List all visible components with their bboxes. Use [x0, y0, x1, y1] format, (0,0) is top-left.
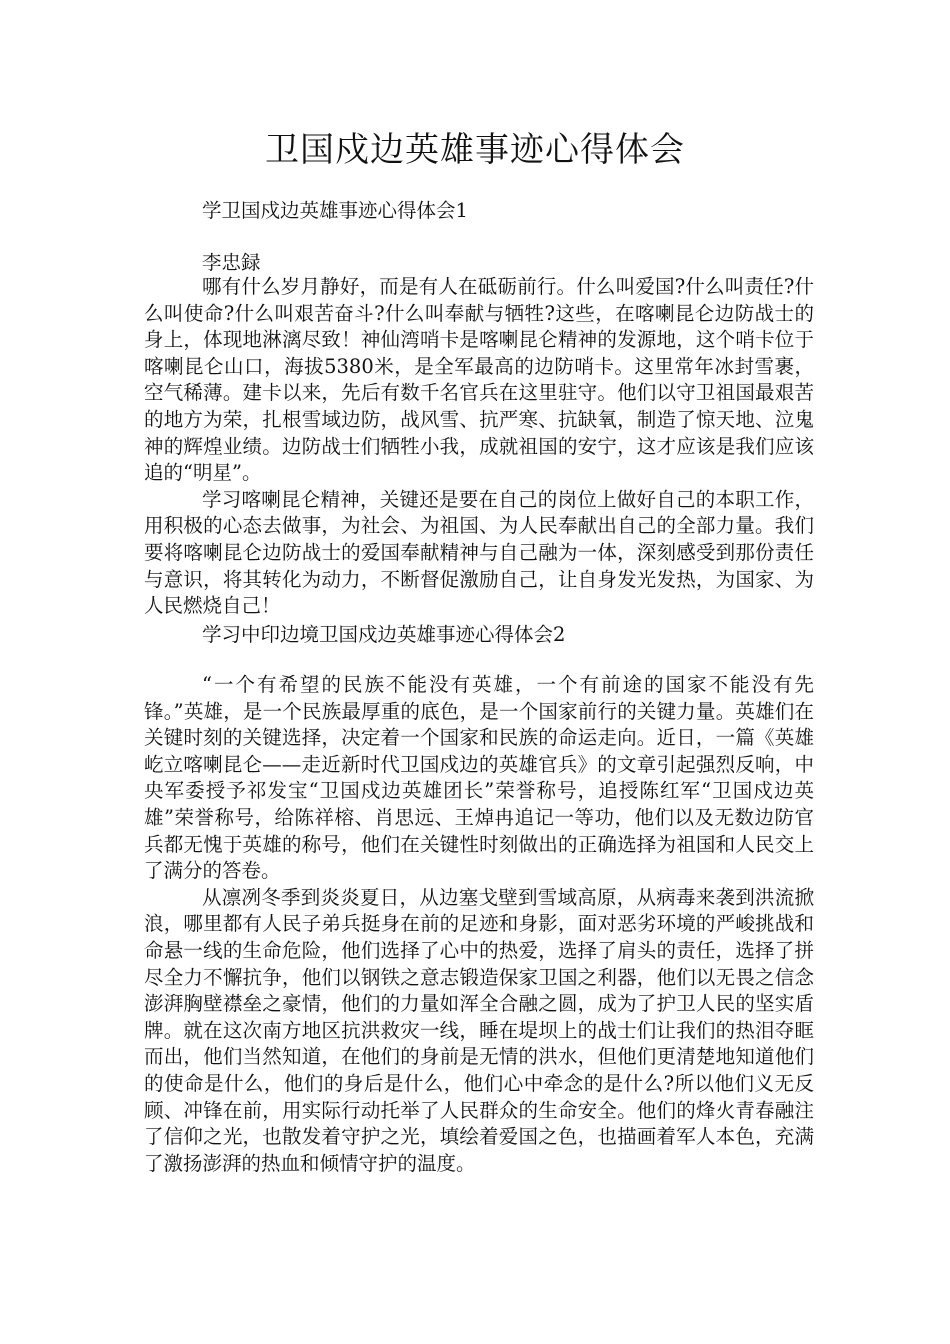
document-title: 卫国戍边英雄事迹心得体会: [265, 130, 685, 170]
section2-paragraph-1: “一个有希望的民族不能没有英雄，一个有前途的国家不能没有先锋。”英雄，是一个民族最厚重的底色，是一个国家前行的关键力量。英雄们在关键时刻的关键选择，决定着一个国家和民族的命运走向。近日，一篇《英雄屹立喀喇昆仑——走近新时代卫国戍边的英雄官兵》的文章引起强烈反响，中央军委授予祁发宝“卫国戍边英雄团长”荣誉称号，追授陈红军“卫国戍边英雄”荣誉称号，给陈祥榕、肖思远、王焯冉追记一等功，他们以及无数边防官兵都无愧于英雄的称号，他们在关键性时刻做出的正确选择为祖国和人民交上了满分的答卷。: [144, 673, 814, 883]
section1-paragraph-2: 学习喀喇昆仑精神，关键还是要在自己的岗位上做好自己的本职工作，用积极的心态去做事，为社会、为祖国、为人民奉献出自己的全部力量。我们要将喀喇昆仑边防战士的爱国奉献精神与自己融为一体，深刻感受到那份责任与意识，将其转化为动力，不断督促激励自己，让自身发光发热，为国家、为人民燃烧自己！: [144, 487, 814, 618]
section1-heading: 学卫国戍边英雄事迹心得体会1: [202, 199, 468, 222]
section1-body: [144, 274, 814, 620]
section1-author: 李忠録: [202, 251, 261, 274]
section2-body: [144, 672, 814, 1177]
section2-heading: 学习中印边境卫国戍边英雄事迹心得体会2: [202, 623, 566, 646]
section2-paragraph-2: 从凛冽冬季到炎炎夏日，从边塞戈壁到雪域高原，从病毒来袭到洪流掀浪，哪里都有人民子弟兵挺身在前的足迹和身影，面对恶劣环境的严峻挑战和命悬一线的生命危险，他们选择了心中的热爱，选择了肩头的责任，选择了拼尽全力不懈抗争，他们以钢铁之意志锻造保家卫国之利器，他们以无畏之信念澎湃胸壁襟垒之豪情，他们的力量如浑全合融之圆，成为了护卫人民的坚实盾牌。就在这次南方地区抗洪救灾一线，睡在堤坝上的战士们让我们的热泪夺眶而出，他们当然知道，在他们的身前是无情的洪水，但他们更清楚地知道他们的使命是什么，他们的身后是什么，他们心中牵念的是什么?所以他们义无反顾、冲锋在前，用实际行动托举了人民群众的生命安全。他们的烽火青春融注了信仰之光，也散发着守护之光，填绘着爱国之色，也描画着军人本色，充满了激扬澎湃的热血和倾情守护的温度。: [144, 885, 814, 1175]
section1-paragraph-1: 哪有什么岁月静好，而是有人在砥砺前行。什么叫爱国?什么叫责任?什么叫使命?什么叫艰苦奋斗?什么叫奉献与牺牲?这些，在喀喇昆仑边防战士的身上，体现地淋漓尽致！神仙湾哨卡是喀喇昆仑精神的发源地，这个哨卡位于喀喇昆仑山口，海拔5380米，是全军最高的边防哨卡。这里常年冰封雪裹，空气稀薄。建卡以来，先后有数千名官兵在这里驻守。他们以守卫祖国最艰苦的地方为荣，扎根雪域边防，战风雪、抗严寒、抗缺氧，制造了惊天地、泣鬼神的辉煌业绩。边防战士们牺牲小我，成就祖国的安宁，这才应该是我们应该追的“明星”。: [144, 275, 814, 485]
